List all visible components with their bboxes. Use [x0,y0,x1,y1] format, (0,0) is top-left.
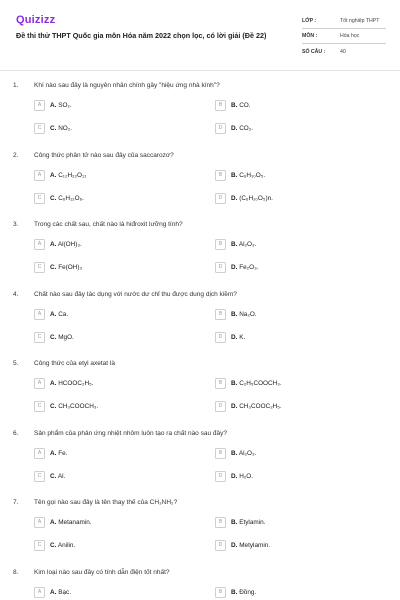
option-text [231,473,253,480]
question-text: Tên gọi nào sau đây là tên thay thế của CH₃NH₂? [34,499,178,506]
option-value: MgO. [58,333,74,341]
answer-option[interactable] [34,308,194,320]
option-letter-box[interactable]: D [215,193,226,204]
question-item [0,82,400,152]
option-value: Fe₂O₃. [239,263,259,271]
option-letter-box[interactable]: C [34,471,45,482]
question-item [0,291,400,361]
option-value: C₆H₁₂O₆. [58,194,84,202]
option-letter-box[interactable]: A [34,239,45,250]
option-letter-box[interactable]: B [215,170,226,181]
answer-option[interactable] [34,331,194,343]
option-value: SO₂. [58,101,72,109]
option-text [231,380,282,387]
option-text [50,241,82,248]
option-prefix: C. [50,263,57,271]
option-value: Fe. [58,449,68,457]
option-text [50,125,72,132]
option-prefix: B. [231,101,238,109]
option-value: Al₂O₃. [238,240,257,248]
option-value: Bạc. [58,588,71,596]
option-prefix: D. [231,333,238,341]
option-text [50,334,74,341]
info-label: LỚP : [302,18,317,24]
option-prefix: C. [50,124,57,132]
answer-option[interactable] [34,122,194,134]
option-text [231,311,257,318]
option-letter-box[interactable]: C [34,193,45,204]
option-prefix: D. [231,472,238,480]
answer-option[interactable] [34,586,194,598]
option-value: Al. [57,472,66,480]
option-value: Na₂O. [239,310,257,318]
answer-option[interactable] [215,122,375,134]
worksheet-info [302,14,386,59]
answer-option[interactable] [34,238,194,250]
question-number: 4. [13,291,19,298]
info-label: SỐ CÂU : [302,48,326,55]
option-prefix: C. [50,541,57,549]
worksheet-header [0,0,400,70]
option-text [50,450,67,457]
option-prefix: A. [50,518,57,526]
worksheet-title: Đề thi thử THPT Quốc gia môn Hóa năm 2022 chọn lọc, có lời giải (Đề 22) [16,31,267,40]
option-prefix: B. [231,379,238,387]
option-prefix: C. [50,402,57,410]
option-text [50,311,68,318]
answer-option[interactable] [34,470,194,482]
option-value: C₂H₅COOCH₃. [239,379,282,387]
option-value: Fe(OH)₃ [58,263,83,271]
option-letter-box[interactable]: B [215,239,226,250]
option-letter-box[interactable]: B [215,587,226,598]
answer-option[interactable] [34,192,194,204]
answer-option[interactable] [215,308,375,320]
option-letter-box[interactable]: A [34,378,45,389]
option-value: C₆H₁₀O₅. [239,171,266,179]
option-text [231,589,256,596]
option-letter-box[interactable]: A [34,309,45,320]
option-text [231,241,256,248]
option-letter-box[interactable]: B [215,309,226,320]
option-prefix: B. [231,518,238,526]
option-prefix: C. [50,472,57,480]
answer-option[interactable] [215,377,375,389]
option-value: CH₃COOC₂H₅. [239,402,282,410]
info-row-class [302,14,386,29]
answer-option[interactable] [215,447,375,459]
question-text: Sản phẩm của phản ứng nhiệt nhôm luôn tạo ra chất nào sau đây? [34,430,227,437]
option-prefix: B. [231,588,238,596]
option-value: H₂O. [239,472,254,480]
question-number: 2. [13,152,19,159]
option-prefix: B. [231,171,238,179]
option-value: CO. [239,101,251,109]
option-letter-box[interactable]: B [215,378,226,389]
option-text [50,195,84,202]
option-prefix: A. [50,588,57,596]
option-prefix: A. [50,379,57,387]
option-letter-box[interactable]: B [215,100,226,111]
option-text [231,172,265,179]
answer-option[interactable] [34,447,194,459]
option-text [50,380,93,387]
question-number: 6. [13,430,19,437]
info-row-subject [302,29,386,44]
option-value: Anilin. [57,541,76,549]
option-prefix: D. [231,263,238,271]
answer-option[interactable] [215,169,375,181]
option-value: Metanamin. [58,518,92,526]
option-text [231,125,253,132]
option-value: Ca. [58,310,69,318]
option-text [231,450,256,457]
question-text: Khí nào sau đây là nguyên nhân chính gây "hiệu ứng nhà kính"? [34,82,220,89]
option-text [50,172,86,179]
option-letter-box[interactable]: A [34,517,45,528]
option-text [50,403,98,410]
option-letter-box[interactable]: A [34,587,45,598]
option-text [231,403,282,410]
option-letter-box[interactable]: A [34,170,45,181]
option-prefix: A. [50,449,57,457]
option-value: Al₂O₃. [238,449,257,457]
option-value: HCOOC₂H₅. [58,379,94,387]
option-letter-box[interactable]: C [34,401,45,412]
quizizz-logo: Quizizz [16,14,56,26]
option-value: Metylamin. [239,541,271,549]
question-number: 7. [13,499,19,506]
option-value: K. [239,333,246,341]
option-text [231,542,270,549]
option-prefix: A. [50,240,57,248]
answer-option[interactable] [34,516,194,528]
info-row-count [302,44,386,59]
option-text [50,473,65,480]
option-text [50,519,92,526]
question-text: Chất nào sau đây tác dụng với nước dư chỉ thu được dung dịch kiềm? [34,291,237,298]
info-value: Hóa học [340,33,360,39]
option-value: Al(OH)₃. [57,240,82,248]
option-letter-box[interactable]: D [215,262,226,273]
option-value: CH₃COOCH₃. [58,402,99,410]
info-value: Tốt nghiệp THPT [340,18,380,24]
option-text [231,334,245,341]
question-item [0,430,400,500]
option-prefix: D. [231,194,238,202]
question-number: 1. [13,82,19,89]
option-letter-box[interactable]: A [34,448,45,459]
answer-option[interactable] [215,539,375,551]
option-text [50,264,82,271]
answer-option[interactable] [215,400,375,412]
option-value: Đồng. [239,588,257,596]
question-number: 5. [13,360,19,367]
option-prefix: A. [50,171,57,179]
option-text [50,102,72,109]
option-letter-box[interactable]: B [215,517,226,528]
option-letter-box[interactable]: D [215,401,226,412]
answer-option[interactable] [215,331,375,343]
answer-option[interactable] [215,516,375,528]
question-number: 8. [13,569,19,576]
option-prefix: B. [231,310,238,318]
option-value: CO₂. [239,124,254,132]
answer-option[interactable] [34,377,194,389]
option-prefix: B. [231,449,238,457]
answer-option[interactable] [215,192,375,204]
question-item [0,152,400,222]
answer-option[interactable] [34,539,194,551]
question-text: Công thức của etyl axetat là [34,360,115,367]
header-divider [0,70,400,71]
option-text [50,542,75,549]
option-letter-box[interactable]: D [215,123,226,134]
option-prefix: C. [50,194,57,202]
option-letter-box[interactable]: C [34,332,45,343]
answer-option[interactable] [34,169,194,181]
question-number: 3. [13,221,19,228]
option-text [231,102,251,109]
answer-option[interactable] [34,400,194,412]
option-letter-box[interactable]: C [34,540,45,551]
option-text [231,519,265,526]
option-text [50,589,71,596]
option-prefix: D. [231,541,238,549]
question-text: Trong các chất sau, chất nào là hiđroxit lưỡng tính? [34,221,183,228]
option-text [231,264,258,271]
option-prefix: D. [231,402,238,410]
option-value: (C₆H₁₀O₅)n. [239,194,273,202]
option-letter-box[interactable]: C [34,123,45,134]
option-prefix: C. [50,333,57,341]
answer-option[interactable] [215,238,375,250]
option-letter-box[interactable]: C [34,262,45,273]
option-letter-box[interactable]: D [215,471,226,482]
option-text [231,195,273,202]
option-value: Etylamin. [239,518,266,526]
option-letter-box[interactable]: D [215,540,226,551]
option-prefix: A. [50,310,57,318]
question-text: Kim loại nào sau đây có tính dẫn điện tốt nhất? [34,569,170,576]
answer-option[interactable] [215,586,375,598]
option-value: NO₂. [58,124,73,132]
option-value: C₁₂H₂₂O₁₁ [58,171,87,179]
option-prefix: A. [50,101,57,109]
question-item [0,569,400,600]
answer-option[interactable] [34,99,194,111]
question-item [0,499,400,569]
answer-option[interactable] [34,261,194,273]
answer-option[interactable] [215,99,375,111]
option-letter-box[interactable]: B [215,448,226,459]
info-label: MÔN : [302,33,318,39]
option-letter-box[interactable]: A [34,100,45,111]
question-item [0,221,400,291]
answer-option[interactable] [215,261,375,273]
option-prefix: B. [231,240,238,248]
answer-option[interactable] [215,470,375,482]
question-text: Công thức phân tử nào sau đây của saccarozơ? [34,152,174,159]
info-value: 40 [340,48,346,55]
question-item [0,360,400,430]
option-letter-box[interactable]: D [215,332,226,343]
option-prefix: D. [231,124,238,132]
